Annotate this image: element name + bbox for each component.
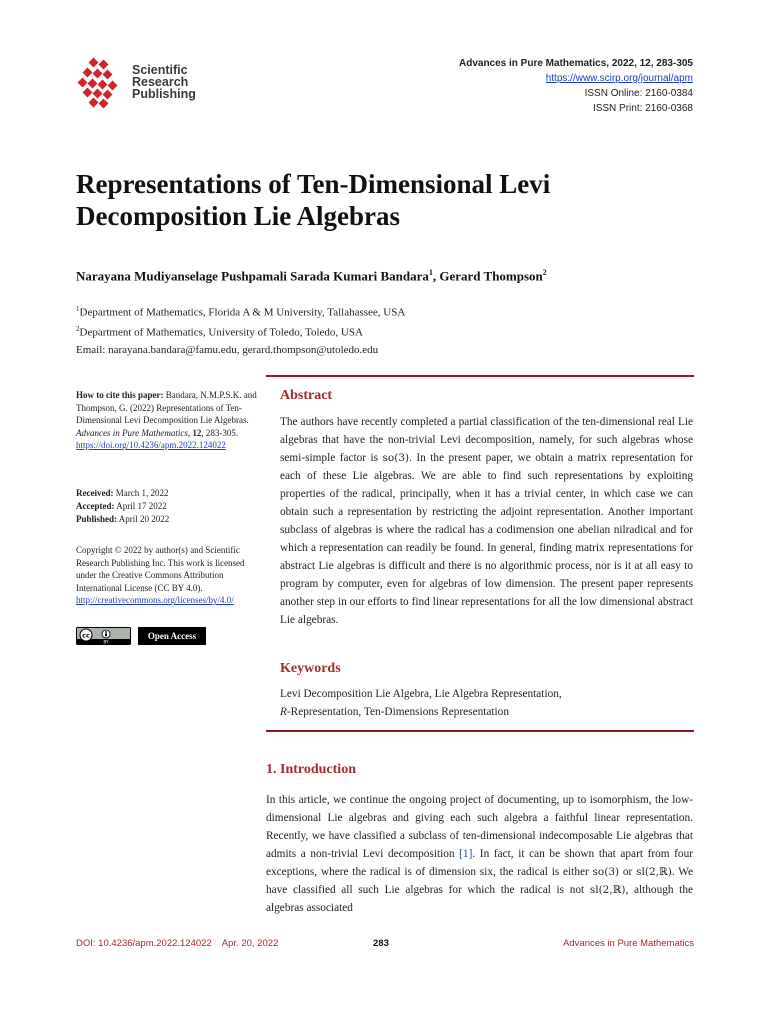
- introduction-text: In this article, we continue the ongoing project of documenting, up to isomorphism, the low-dimensional Lie algebras and giving each such algebra a faithful linear representation. Recently, we have classified a subclass of ten-dimensional indecomposable Lie algebras that admits a non-trivial Levi decomposition [1]. In fact, it can be shown that apart from four exceptions, where the radical is of dimension six, the radical is either so(3) or sl(2,ℝ). We have classified all such Lie algebras for which the radical is not sl(2,ℝ), although the algebras associated: [266, 794, 693, 914]
- issn-print: ISSN Print: 2160-0368: [592, 103, 693, 114]
- paper-title: Representations of Ten-Dimensional Levi Decomposition Lie Algebras: [76, 169, 551, 231]
- journal-info: [459, 56, 693, 116]
- doi-link[interactable]: https://doi.org/10.4236/apm.2022.124022: [76, 440, 226, 451]
- affiliation-2: Department of Mathematics, University of Toledo, Toledo, USA: [79, 326, 363, 339]
- issn-online: ISSN Online: 2160-0384: [584, 88, 693, 99]
- abstract-text: The authors have recently completed a partial classification of the ten-dimensional real Lie algebras that have the non-trivial Levi decomposition, namely, for such algebras whose semi-simple factor is so(3). In the present paper, we obtain a matrix representation for each of these Lie algebras. We are able to find such representations by exploiting properties of the radical, principally, when it has a trivial center, in which case we can obtain such a representation by restricting the adjoint representation. Another important subclass of algebras is where the radical has a codimension one abelian nilradical and for which a representation can readily be found. In general, finding matrix representations for abstract Lie algebras is difficult and there is no algorithmic process, nor is it at all easy to program by computer, even for algebras of low dimension. The present paper represents another step in our efforts to find linear representations for all the low dimensional abstract Lie algebras.: [280, 416, 693, 626]
- copyright-notice: Copyright © 2022 by author(s) and Scientific Research Publishing Inc. This work is licensed under the Creative Commons Attribution International License (CC BY 4.0). http://creativecommons.org/licenses/by/4.0/: [76, 545, 245, 606]
- author-1: Narayana Mudiyanselage Pushpamali Sarada Kumari Bandara: [76, 268, 429, 284]
- svg-text:BY: BY: [103, 639, 109, 645]
- author-list: Narayana Mudiyanselage Pushpamali Sarada Kumari Bandara$^1$, Gerard Thompson$^2$: [76, 268, 547, 284]
- license-link[interactable]: http://creativecommons.org/licenses/by/4.0/: [76, 595, 234, 606]
- abstract-top-rule: [266, 375, 694, 377]
- keywords-bottom-rule: [266, 730, 694, 732]
- page-number: 283: [373, 938, 389, 949]
- how-to-cite: How to cite this paper: Bandara, N.M.P.S.K. and Thompson, G. (2022) Representations of Ten-Dimensional Levi Decomposition Lie Algebras. Advances in Pure Mathematics, 12, 283-305. https://doi.org/10.4236/apm.2022.124022: [76, 390, 257, 451]
- cc-by-license-icon[interactable]: [76, 627, 131, 645]
- author-2: Gerard Thompson: [439, 268, 543, 284]
- affiliations: $^1$Department of Mathematics, Florida A & M University, Tallahassee, USA $^2$Department of Mathematics, University of Toledo, Toledo, USA Email: narayana.bandara@famu.edu, gerard.thompson@utoledo.edu: [76, 305, 406, 357]
- footer-doi-date: DOI: 10.4236/apm.2022.124022 Apr. 20, 2022: [76, 938, 279, 949]
- keywords-heading: Keywords: [280, 661, 341, 676]
- svg-text:cc: cc: [82, 631, 90, 640]
- journal-citation: Advances in Pure Mathematics, 2022, 12, 283-305: [458, 58, 693, 69]
- math-so3: so(3): [382, 452, 410, 464]
- open-access-badge: Open Access: [138, 627, 206, 645]
- journal-url-link[interactable]: https://www.scirp.org/journal/apm: [545, 73, 693, 84]
- abstract-heading: Abstract: [280, 388, 333, 403]
- introduction-heading: 1. Introduction: [266, 762, 356, 777]
- footer-journal: Advances in Pure Mathematics: [563, 938, 694, 949]
- publisher-name: Scientific Research Publishing: [132, 63, 196, 101]
- keywords-list: Levi Decomposition Lie Algebra, Lie Algebra Representation, R-Representation, Ten-Dimensions Representation: [280, 688, 562, 718]
- affiliation-1: Department of Mathematics, Florida A & M University, Tallahassee, USA: [79, 306, 406, 319]
- publication-dates: Received: March 1, 2022 Accepted: April 17 2022 Published: April 20 2022: [76, 488, 170, 524]
- reference-link[interactable]: [1]: [459, 848, 473, 860]
- email: Email: narayana.bandara@famu.edu, gerard.thompson@utoledo.edu: [76, 344, 379, 357]
